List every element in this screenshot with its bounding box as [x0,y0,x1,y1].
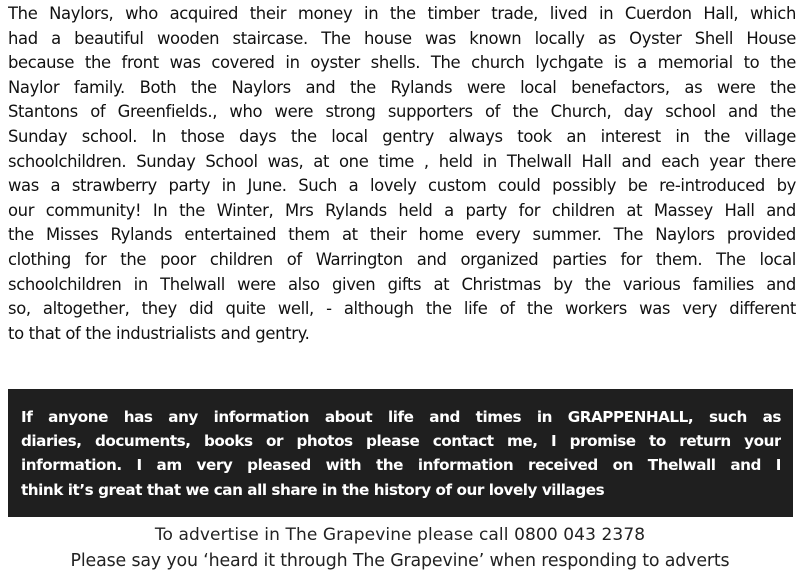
article-line: The Naylors, who acquired their money in the timber trade, lived in Cuerdon Hall, which [8,4,796,23]
article-line: Stantons of Greenfields., who were strong supporters of the Church, day school and the [8,102,796,122]
heard-it-through-grapevine-text: Please say you ‘heard it through The Grapevine’ when responding to adverts [70,551,730,571]
notice-line: information. I am very pleased with the information received on Thelwall and I [21,456,781,475]
article-line: the Misses Rylands entertained them at their home every summer. The Naylors provided [8,225,796,245]
notice-line: think it’s great that we can all share in the history of our lovely villages [21,480,605,499]
article-line: because the front was covered in oyster shells. The church lychgate is a memorial to the [8,53,796,73]
article-line: to that of the industrialists and gentry. [8,323,310,343]
article-line: Naylor family. Both the Naylors and the Rylands were local benefactors, as were the [8,77,796,97]
notice-line: diaries, documents, books or photos please contact me, I promise to return your [21,432,781,451]
article-line: clothing for the poor children of Warrington and organized parties for them. The local [8,249,796,269]
notice-line: If anyone has any information about life and times in GRAPPENHALL, such as [21,408,781,426]
advertise-phone-text: To advertise in The Grapevine please call 0800 043 2378 [154,525,646,545]
information-request-notice [8,389,793,517]
article-line: schoolchildren. Sunday School was, at one time , held in Thelwall Hall and each year there [8,151,796,171]
advertising-footer [0,522,800,574]
article-line: was a strawberry party in June. Such a lovely custom could possibly be re-introduced by [8,176,796,196]
article-line: schoolchildren in Thelwall were also given gifts at Christmas by the various families and [8,274,796,294]
article-line: had a beautiful wooden staircase. The house was known locally as Oyster Shell House [8,28,796,48]
article-body [8,2,796,346]
article-line: so, altogether, they did quite well, - although the life of the workers was very different [8,299,796,319]
article-line: Sunday school. In those days the local gentry always took an interest in the village [8,126,796,146]
article-line: our community! In the Winter, Mrs Rylands held a party for children at Massey Hall and [8,200,796,220]
